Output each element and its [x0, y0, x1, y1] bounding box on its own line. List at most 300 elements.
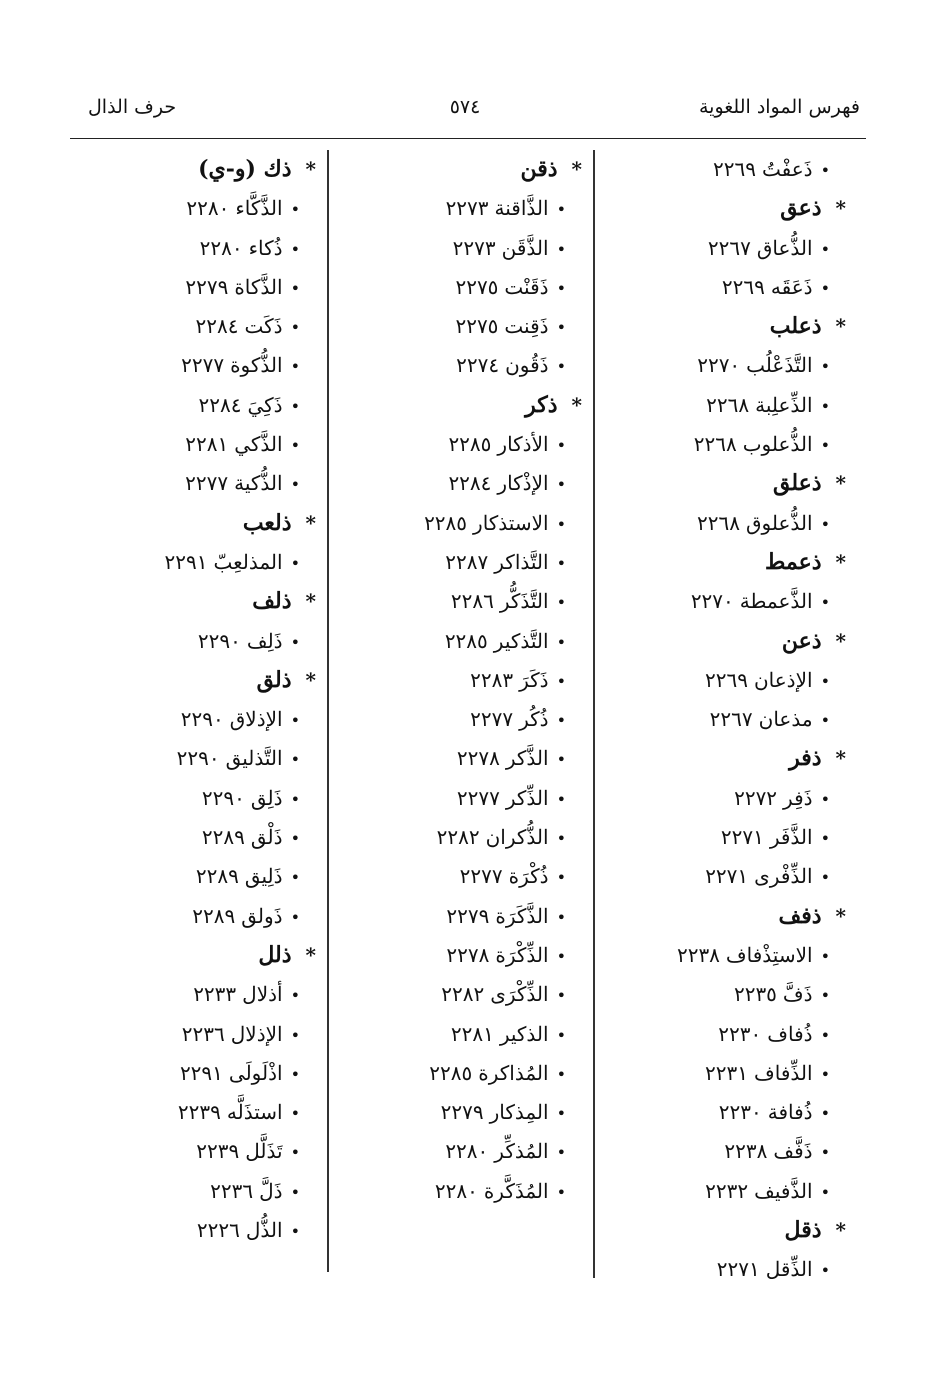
bullet-icon: • [820, 868, 830, 888]
bullet-icon: • [820, 1025, 830, 1045]
asterisk-icon: * [835, 903, 846, 928]
asterisk-icon: * [305, 157, 316, 181]
entry-word: ذَفَّ [782, 982, 813, 1007]
asterisk-icon: * [571, 157, 582, 181]
index-column-2 [336, 150, 592, 1211]
index-entry [70, 622, 326, 661]
entry-word: ذَلْق [250, 825, 283, 850]
bullet-icon: • [290, 907, 300, 927]
entry-word: ذَقُون [505, 353, 549, 378]
root-heading [70, 936, 326, 975]
bullet-icon: • [290, 200, 300, 220]
root-heading [600, 739, 856, 778]
entry-word: ذَعَقَه [770, 274, 813, 299]
asterisk-icon: * [835, 196, 846, 221]
entry-number: ٢٢٣٥ [733, 982, 777, 1007]
entry-number: ٢٢٣٣ [193, 982, 237, 1007]
index-entry [70, 346, 326, 385]
root-word: ذفر [789, 745, 822, 772]
entry-number: ٢٢٧٩ [446, 903, 490, 928]
entry-number: ٢٢٣٨ [676, 942, 720, 967]
entry-word: الإذْكار [497, 471, 549, 496]
entry-number: ٢٢٧٧ [185, 471, 229, 496]
index-entry [600, 346, 856, 385]
index-entry [70, 425, 326, 464]
entry-number: ٢٢٦٩ [721, 274, 765, 299]
bullet-icon: • [556, 1143, 566, 1163]
entry-number: ٢٢٧١ [705, 864, 749, 889]
entry-number: ٢٢٨٥ [444, 628, 488, 653]
root-heading [600, 543, 856, 582]
entry-word: الذَّقَن [501, 235, 549, 260]
entry-word: الذِّكْرَى [490, 982, 549, 1007]
index-entry [600, 700, 856, 739]
bullet-icon: • [820, 829, 830, 849]
entry-number: ٢٢٣٨ [724, 1139, 768, 1164]
entry-number: ٢٢٩١ [164, 549, 208, 574]
index-entry [336, 1054, 592, 1093]
bullet-icon: • [556, 1064, 566, 1084]
index-entry [70, 464, 326, 503]
bullet-icon: • [290, 1222, 300, 1242]
entry-word: الذَّعمطة [739, 589, 813, 614]
asterisk-icon: * [835, 1218, 846, 1243]
entry-word: ذَكِيَ [247, 392, 283, 417]
index-entry [70, 1015, 326, 1054]
index-entry [600, 661, 856, 700]
entry-number: ٢٢٣٦ [210, 1178, 254, 1203]
asterisk-icon: * [835, 628, 846, 653]
bullet-icon: • [290, 396, 300, 416]
entry-number: ٢٢٩١ [179, 1060, 223, 1085]
index-entry [336, 779, 592, 818]
index-entry [70, 229, 326, 268]
entry-number: ٢٢٨٥ [429, 1060, 473, 1085]
root-word: ذعق [780, 195, 822, 222]
index-entry [336, 425, 592, 464]
bullet-icon: • [290, 1182, 300, 1202]
entry-word: المُذكِّر [494, 1139, 549, 1164]
index-entry [600, 779, 856, 818]
bullet-icon: • [290, 829, 300, 849]
asterisk-icon: * [835, 549, 846, 574]
entry-word: الذِّقل [765, 1257, 813, 1282]
entry-number: ٢٢٦٩ [712, 157, 756, 181]
bullet-icon: • [556, 318, 566, 338]
index-entry [600, 1054, 856, 1093]
bullet-icon: • [820, 278, 830, 298]
entry-number: ٢٢٢٦ [196, 1218, 240, 1243]
entry-word: أذلال [242, 982, 283, 1007]
entry-number: ٢٢٧٧ [470, 707, 514, 732]
page-header [70, 96, 860, 130]
bullet-icon: • [290, 711, 300, 731]
bullet-icon: • [290, 1104, 300, 1124]
entry-number: ٢٢٣٢ [705, 1178, 749, 1203]
index-entry [70, 543, 326, 582]
asterisk-icon: * [571, 392, 582, 417]
bullet-icon: • [556, 1104, 566, 1124]
root-heading [600, 189, 856, 228]
index-entry [70, 1172, 326, 1211]
entry-word: ذَقَنْت [504, 274, 549, 299]
index-entry [336, 582, 592, 621]
bullet-icon: • [556, 514, 566, 534]
index-entry [600, 1172, 856, 1211]
index-entry [70, 307, 326, 346]
index-entry [336, 897, 592, 936]
entry-number: ٢٢٧٩ [440, 1100, 484, 1125]
index-entry [336, 700, 592, 739]
entry-number: ٢٢٧٥ [455, 314, 499, 339]
entry-word: اذْلَولَى [228, 1060, 283, 1085]
asterisk-icon: * [835, 746, 846, 771]
bullet-icon: • [820, 986, 830, 1006]
entry-number: ٢٢٩٠ [197, 628, 241, 653]
index-entry [600, 975, 856, 1014]
entry-number: ٢٢٣٩ [177, 1100, 221, 1125]
index-entry [600, 1132, 856, 1171]
index-entry [70, 857, 326, 896]
root-heading [70, 661, 326, 700]
entry-word: تَذَلَّل [245, 1139, 283, 1164]
entry-word: الذكير [499, 1021, 549, 1046]
entry-number: ٢٢٣٦ [181, 1021, 225, 1046]
entry-number: ٢٢٨٩ [195, 864, 239, 889]
entry-word: ذُكْرَة [508, 864, 549, 889]
index-entry [70, 818, 326, 857]
entry-number: ٢٢٦٧ [707, 235, 751, 260]
bullet-icon: • [556, 1025, 566, 1045]
bullet-icon: • [556, 986, 566, 1006]
column-divider [593, 150, 595, 1278]
index-entry [336, 1132, 592, 1171]
bullet-icon: • [290, 750, 300, 770]
bullet-icon: • [556, 357, 566, 377]
root-heading [600, 1211, 856, 1250]
root-heading [600, 622, 856, 661]
bullet-icon: • [556, 946, 566, 966]
entry-number: ٢٢٨٢ [441, 982, 485, 1007]
entry-number: ٢٢٦٩ [705, 667, 748, 692]
bullet-icon: • [290, 553, 300, 573]
entry-number: ٢٢٨٦ [450, 589, 494, 614]
entry-word: الذَّكَرَة [495, 903, 549, 928]
entry-number: ٢٢٨٩ [192, 903, 236, 928]
entry-number: ٢٢٨٠ [199, 235, 243, 260]
bullet-icon: • [290, 475, 300, 495]
index-entry [336, 307, 592, 346]
index-column-3 [70, 150, 326, 1250]
entry-number: ٢٢٧٧ [459, 864, 503, 889]
entry-word: الذَّكر [505, 746, 549, 771]
entry-word: الذُّعلوب [742, 432, 813, 457]
entry-word: ذَولق [241, 903, 283, 928]
bullet-icon: • [820, 711, 830, 731]
entry-word: الذُّكران [485, 825, 549, 850]
root-heading [600, 897, 856, 936]
index-entry [336, 1172, 592, 1211]
bullet-icon: • [290, 632, 300, 652]
index-entry [70, 386, 326, 425]
bullet-icon: • [820, 436, 830, 456]
root-heading [70, 150, 326, 189]
root-word: ذقل [784, 1217, 822, 1244]
root-word: ذكر [525, 391, 558, 418]
index-entry [600, 386, 856, 425]
index-entry [70, 1211, 326, 1250]
root-word: ذلق [256, 666, 292, 693]
entry-number: ٢٢٨٩ [201, 825, 245, 850]
entry-number: ٢٢٨٠ [434, 1178, 478, 1203]
entry-word: الذُّكوة [230, 353, 283, 378]
index-entry [336, 1015, 592, 1054]
entry-number: ٢٢٦٨ [706, 392, 750, 417]
bullet-icon: • [290, 357, 300, 377]
bullet-icon: • [556, 750, 566, 770]
index-entry [600, 818, 856, 857]
index-entry [336, 975, 592, 1014]
index-entry [336, 543, 592, 582]
index-entry [70, 700, 326, 739]
index-entry [70, 897, 326, 936]
bullet-icon: • [556, 278, 566, 298]
bullet-icon: • [556, 1182, 566, 1202]
bullet-icon: • [290, 1025, 300, 1045]
entry-number: ٢٢٨٠ [186, 196, 230, 221]
index-entry [600, 1250, 856, 1289]
root-word: ذعلب [769, 313, 822, 340]
entry-number: ٢٢٨٤ [195, 314, 239, 339]
bullet-icon: • [290, 318, 300, 338]
entry-number: ٢٢٨٥ [424, 510, 468, 535]
index-entry [336, 464, 592, 503]
entry-word: الذُّعلوق [746, 510, 813, 535]
entry-word: الذِّفاف [754, 1060, 813, 1085]
entry-number: ٢٢٣٠ [718, 1100, 762, 1125]
entry-number: ٢٢٨١ [450, 1021, 494, 1046]
entry-word: ذَكَت [244, 314, 283, 339]
entry-number: ٢٢٧٣ [452, 235, 496, 260]
entry-number: ٢٢٧٩ [185, 274, 229, 299]
bullet-icon: • [820, 1104, 830, 1124]
entry-word: الذُّل [245, 1218, 283, 1243]
root-word: ذك (و-ي) [198, 156, 292, 182]
bullet-icon: • [820, 671, 830, 691]
entry-number: ٢٢٨٧ [445, 549, 489, 574]
entry-word: المُذَكَّرة [483, 1178, 549, 1203]
asterisk-icon: * [835, 471, 846, 496]
bullet-icon: • [556, 593, 566, 613]
index-entry [70, 975, 326, 1014]
entry-word: الإذعان [753, 667, 813, 692]
index-entry [336, 268, 592, 307]
index-entry [600, 268, 856, 307]
bullet-icon: • [820, 1064, 830, 1084]
entry-word: الذَّفَر [769, 825, 813, 850]
bullet-icon: • [556, 475, 566, 495]
index-entry [336, 739, 592, 778]
bullet-icon: • [820, 357, 830, 377]
root-word: ذلعب [242, 509, 292, 536]
entry-number: ٢٢٧٣ [445, 196, 489, 221]
root-heading [600, 464, 856, 503]
entry-number: ٢٢٦٧ [709, 707, 753, 732]
index-entry [336, 936, 592, 975]
index-entry [600, 229, 856, 268]
entry-number: ٢٢٨١ [185, 432, 229, 457]
index-entry [336, 818, 592, 857]
index-entry [336, 661, 592, 700]
entry-number: ٢٢٨٤ [198, 392, 242, 417]
entry-number: ٢٢٧٧ [456, 785, 500, 810]
entry-word: ذَكَرَ [519, 667, 549, 692]
index-entry [600, 582, 856, 621]
bullet-icon: • [820, 946, 830, 966]
entry-word: ذُفاف [767, 1021, 813, 1046]
index-entry [600, 1093, 856, 1132]
bullet-icon: • [820, 1261, 830, 1281]
root-heading [70, 504, 326, 543]
entry-word: الذَّاقنة [494, 196, 549, 221]
entry-word: ذَلَّ [259, 1178, 283, 1203]
entry-word: الذُّعاق [756, 235, 813, 260]
bullet-icon: • [556, 711, 566, 731]
entry-word: الذِّفْرى [754, 864, 813, 889]
root-word: ذعن [781, 627, 822, 654]
index-entry [336, 622, 592, 661]
index-entry [336, 1093, 592, 1132]
index-entry [600, 936, 856, 975]
index-entry [336, 857, 592, 896]
header-rule [70, 138, 866, 139]
bullet-icon: • [820, 161, 830, 180]
root-heading [70, 582, 326, 621]
root-word: ذعمط [765, 548, 822, 575]
bullet-icon: • [820, 396, 830, 416]
entry-number: ٢٢٧١ [720, 825, 764, 850]
entry-number: ٢٢٣٠ [718, 1021, 762, 1046]
entry-number: ٢٢٧٨ [456, 746, 500, 771]
bullet-icon: • [290, 868, 300, 888]
bullet-icon: • [556, 829, 566, 849]
entry-word: الذَّكي [234, 432, 283, 457]
page-number: ٥٧٤ [449, 96, 481, 118]
entry-word: الإذلال [230, 1021, 283, 1046]
header-section-title: حرف الذال [88, 96, 177, 118]
entry-word: ذَلِق [250, 785, 283, 810]
entry-word: الاستذكار [473, 510, 549, 535]
entry-word: المُذاكرة [478, 1060, 549, 1085]
entry-word: الذِّكر [505, 785, 549, 810]
bullet-icon: • [556, 907, 566, 927]
root-word: ذعلق [772, 470, 822, 497]
bullet-icon: • [556, 239, 566, 259]
entry-number: ٢٢٦٨ [693, 432, 737, 457]
entry-number: ٢٢٩٠ [201, 785, 245, 810]
index-entry [70, 189, 326, 228]
asterisk-icon: * [305, 667, 316, 692]
entry-word: التَّذاكر [494, 549, 549, 574]
entry-number: ٢٢٨٠ [445, 1139, 489, 1164]
asterisk-icon: * [305, 589, 316, 614]
index-entry [600, 857, 856, 896]
asterisk-icon: * [305, 510, 316, 535]
entry-word: مذعان [758, 707, 813, 732]
entry-number: ٢٢٧٧ [181, 353, 225, 378]
asterisk-icon: * [835, 314, 846, 339]
asterisk-icon: * [305, 942, 316, 967]
bullet-icon: • [820, 239, 830, 259]
root-word: ذلف [252, 588, 292, 615]
entry-word: الذَّفيف [754, 1178, 813, 1203]
entry-number: ٢٢٣٩ [196, 1139, 240, 1164]
index-entry [336, 189, 592, 228]
bullet-icon: • [820, 789, 830, 809]
bullet-icon: • [290, 789, 300, 809]
index-entry [70, 1132, 326, 1171]
root-word: ذفف [778, 902, 822, 929]
entry-word: المذلعِبّ [213, 549, 283, 574]
bullet-icon: • [290, 1143, 300, 1163]
entry-number: ٢٢٧٨ [446, 942, 490, 967]
bullet-icon: • [290, 278, 300, 298]
index-entry [336, 504, 592, 543]
entry-word: ذَلِف [246, 628, 283, 653]
entry-word: ذَقِنت [504, 314, 549, 339]
entry-number: ٢٢٧١ [716, 1257, 760, 1282]
entry-word: الأذكار [497, 432, 549, 457]
entry-word: ذُكُر [519, 707, 549, 732]
entry-word: الذَّكَّاء [235, 196, 283, 221]
bullet-icon: • [556, 632, 566, 652]
index-entry [70, 1054, 326, 1093]
entry-number: ٢٢٨٣ [470, 667, 514, 692]
bullet-icon: • [820, 1182, 830, 1202]
root-word: ذلل [258, 941, 292, 968]
root-word: ذقن [520, 156, 558, 182]
root-heading [600, 307, 856, 346]
root-heading [336, 150, 592, 189]
bullet-icon: • [820, 1143, 830, 1163]
bullet-icon: • [556, 553, 566, 573]
root-heading [336, 386, 592, 425]
bullet-icon: • [290, 239, 300, 259]
bullet-icon: • [556, 868, 566, 888]
index-entry [336, 346, 592, 385]
entry-word: التَّذَعْلُب [746, 353, 813, 378]
entry-number: ٢٢٧٠ [697, 353, 741, 378]
bullet-icon: • [290, 436, 300, 456]
entry-number: ٢٢٩٠ [176, 746, 220, 771]
index-entry [600, 150, 856, 189]
bullet-icon: • [820, 593, 830, 613]
entry-word: ذُفافة [767, 1100, 813, 1125]
bullet-icon: • [556, 671, 566, 691]
index-column-1 [600, 150, 856, 1290]
entry-number: ٢٢٨٥ [448, 432, 492, 457]
bullet-icon: • [556, 789, 566, 809]
entry-number: ٢٢٣١ [705, 1060, 749, 1085]
entry-number: ٢٢٧٤ [456, 353, 500, 378]
entry-word: التَّذليق [225, 746, 283, 771]
index-entry [70, 1093, 326, 1132]
column-divider [327, 150, 329, 1272]
index-entry [70, 739, 326, 778]
index-entry [70, 779, 326, 818]
bullet-icon: • [820, 514, 830, 534]
entry-word: استذَلَّه [226, 1100, 283, 1125]
